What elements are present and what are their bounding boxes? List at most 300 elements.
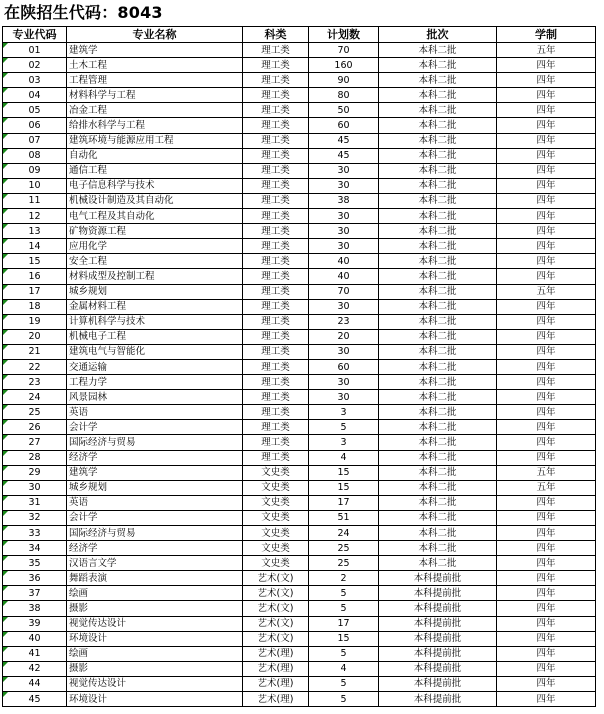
cell-batch[interactable]: 本科二批 xyxy=(379,314,497,329)
table-row xyxy=(3,601,596,616)
cell-name[interactable]: 应用化学 xyxy=(67,239,243,254)
cell-plan[interactable]: 20 xyxy=(309,329,379,344)
cell-code[interactable]: 41 xyxy=(3,646,67,661)
cell-code[interactable]: 19 xyxy=(3,314,67,329)
cell-code[interactable]: 02 xyxy=(3,58,67,73)
cell-code[interactable]: 30 xyxy=(3,480,67,495)
table-row xyxy=(3,676,596,691)
cell-category[interactable]: 理工类 xyxy=(243,193,309,208)
cell-batch[interactable]: 本科二批 xyxy=(379,254,497,269)
cell-category[interactable]: 理工类 xyxy=(243,375,309,390)
cell-code[interactable]: 24 xyxy=(3,390,67,405)
cell-category[interactable]: 理工类 xyxy=(243,118,309,133)
cell-name[interactable]: 冶金工程 xyxy=(67,103,243,118)
cell-category[interactable]: 理工类 xyxy=(243,224,309,239)
cell-code[interactable]: 25 xyxy=(3,405,67,420)
cell-name[interactable]: 风景园林 xyxy=(67,390,243,405)
cell-years[interactable]: 四年 xyxy=(497,616,596,631)
cell-plan[interactable]: 90 xyxy=(309,73,379,88)
cell-code[interactable]: 34 xyxy=(3,541,67,556)
cell-years[interactable]: 四年 xyxy=(497,676,596,691)
cell-name[interactable]: 矿物资源工程 xyxy=(67,224,243,239)
cell-years[interactable]: 四年 xyxy=(497,631,596,646)
cell-code[interactable]: 35 xyxy=(3,556,67,571)
cell-batch[interactable]: 本科二批 xyxy=(379,239,497,254)
cell-years[interactable]: 五年 xyxy=(497,465,596,480)
cell-code[interactable]: 40 xyxy=(3,631,67,646)
cell-years[interactable]: 四年 xyxy=(497,344,596,359)
cell-name[interactable]: 环境设计 xyxy=(67,692,243,707)
cell-name[interactable]: 摄影 xyxy=(67,661,243,676)
cell-plan[interactable]: 30 xyxy=(309,209,379,224)
cell-code[interactable]: 07 xyxy=(3,133,67,148)
header-name[interactable]: 专业名称 xyxy=(67,27,243,43)
cell-years[interactable]: 四年 xyxy=(497,254,596,269)
cell-category[interactable]: 理工类 xyxy=(243,133,309,148)
cell-plan[interactable]: 15 xyxy=(309,631,379,646)
cell-category[interactable]: 理工类 xyxy=(243,405,309,420)
page-title: 在陕招生代码：8043 xyxy=(4,3,163,22)
cell-category[interactable]: 文史类 xyxy=(243,526,309,541)
cell-years[interactable]: 四年 xyxy=(497,571,596,586)
cell-years[interactable]: 四年 xyxy=(497,495,596,510)
cell-plan[interactable]: 70 xyxy=(309,43,379,58)
cell-plan[interactable]: 80 xyxy=(309,88,379,103)
cell-batch[interactable]: 本科二批 xyxy=(379,284,497,299)
cell-code[interactable]: 01 xyxy=(3,43,67,58)
cell-name[interactable]: 工程力学 xyxy=(67,375,243,390)
cell-batch[interactable]: 本科二批 xyxy=(379,465,497,480)
cell-batch[interactable]: 本科提前批 xyxy=(379,631,497,646)
cell-years[interactable]: 四年 xyxy=(497,692,596,707)
cell-years[interactable]: 四年 xyxy=(497,526,596,541)
cell-years[interactable]: 四年 xyxy=(497,541,596,556)
cell-name[interactable]: 建筑学 xyxy=(67,43,243,58)
cell-batch[interactable]: 本科二批 xyxy=(379,269,497,284)
cell-plan[interactable]: 45 xyxy=(309,133,379,148)
cell-code[interactable]: 21 xyxy=(3,344,67,359)
cell-category[interactable]: 理工类 xyxy=(243,103,309,118)
cell-name[interactable]: 英语 xyxy=(67,495,243,510)
cell-plan[interactable]: 60 xyxy=(309,118,379,133)
cell-code[interactable]: 31 xyxy=(3,495,67,510)
cell-years[interactable]: 四年 xyxy=(497,269,596,284)
cell-years[interactable]: 四年 xyxy=(497,73,596,88)
cell-years[interactable]: 四年 xyxy=(497,88,596,103)
cell-code[interactable]: 26 xyxy=(3,420,67,435)
cell-years[interactable]: 四年 xyxy=(497,58,596,73)
cell-plan[interactable]: 30 xyxy=(309,344,379,359)
cell-years[interactable]: 四年 xyxy=(497,209,596,224)
cell-code[interactable]: 08 xyxy=(3,148,67,163)
cell-name[interactable]: 自动化 xyxy=(67,148,243,163)
cell-category[interactable]: 文史类 xyxy=(243,495,309,510)
cell-batch[interactable]: 本科二批 xyxy=(379,43,497,58)
cell-plan[interactable]: 50 xyxy=(309,103,379,118)
cell-batch[interactable]: 本科二批 xyxy=(379,224,497,239)
cell-years[interactable]: 四年 xyxy=(497,420,596,435)
cell-years[interactable]: 四年 xyxy=(497,314,596,329)
table-row xyxy=(3,118,596,133)
cell-name[interactable]: 交通运输 xyxy=(67,359,243,374)
cell-name[interactable]: 材料成型及控制工程 xyxy=(67,269,243,284)
cell-plan[interactable]: 25 xyxy=(309,556,379,571)
header-batch[interactable]: 批次 xyxy=(379,27,497,43)
cell-batch[interactable]: 本科提前批 xyxy=(379,616,497,631)
cell-batch[interactable]: 本科二批 xyxy=(379,556,497,571)
cell-batch[interactable]: 本科二批 xyxy=(379,103,497,118)
cell-plan[interactable]: 5 xyxy=(309,586,379,601)
cell-name[interactable]: 会计学 xyxy=(67,510,243,525)
table-row xyxy=(3,73,596,88)
cell-batch[interactable]: 本科二批 xyxy=(379,163,497,178)
table-row xyxy=(3,556,596,571)
cell-years[interactable]: 四年 xyxy=(497,450,596,465)
cell-code[interactable]: 04 xyxy=(3,88,67,103)
table-row xyxy=(3,193,596,208)
cell-plan[interactable]: 17 xyxy=(309,495,379,510)
cell-code[interactable]: 32 xyxy=(3,510,67,525)
table-row xyxy=(3,148,596,163)
cell-name[interactable]: 会计学 xyxy=(67,420,243,435)
table-row xyxy=(3,88,596,103)
cell-batch[interactable]: 本科二批 xyxy=(379,193,497,208)
table-row xyxy=(3,163,596,178)
cell-category[interactable]: 理工类 xyxy=(243,209,309,224)
cell-batch[interactable]: 本科二批 xyxy=(379,510,497,525)
cell-code[interactable]: 03 xyxy=(3,73,67,88)
cell-plan[interactable]: 30 xyxy=(309,299,379,314)
cell-years[interactable]: 四年 xyxy=(497,148,596,163)
cell-years[interactable]: 五年 xyxy=(497,43,596,58)
cell-batch[interactable]: 本科二批 xyxy=(379,480,497,495)
cell-code[interactable]: 28 xyxy=(3,450,67,465)
cell-years[interactable]: 四年 xyxy=(497,510,596,525)
cell-category[interactable]: 艺术(文) xyxy=(243,616,309,631)
cell-category[interactable]: 理工类 xyxy=(243,420,309,435)
cell-plan[interactable]: 5 xyxy=(309,420,379,435)
cell-batch[interactable]: 本科二批 xyxy=(379,178,497,193)
cell-years[interactable]: 四年 xyxy=(497,178,596,193)
cell-name[interactable]: 环境设计 xyxy=(67,631,243,646)
cell-years[interactable]: 四年 xyxy=(497,239,596,254)
cell-category[interactable]: 理工类 xyxy=(243,299,309,314)
cell-batch[interactable]: 本科二批 xyxy=(379,435,497,450)
cell-batch[interactable]: 本科提前批 xyxy=(379,661,497,676)
cell-code[interactable]: 33 xyxy=(3,526,67,541)
cell-category[interactable]: 理工类 xyxy=(243,269,309,284)
cell-code[interactable]: 23 xyxy=(3,375,67,390)
cell-name[interactable]: 经济学 xyxy=(67,450,243,465)
cell-plan[interactable]: 17 xyxy=(309,616,379,631)
table-row xyxy=(3,646,596,661)
cell-name[interactable]: 材料科学与工程 xyxy=(67,88,243,103)
cell-name[interactable]: 城乡规划 xyxy=(67,284,243,299)
cell-name[interactable]: 国际经济与贸易 xyxy=(67,435,243,450)
cell-name[interactable]: 电子信息科学与技术 xyxy=(67,178,243,193)
header-category[interactable]: 科类 xyxy=(243,27,309,43)
cell-plan[interactable]: 70 xyxy=(309,284,379,299)
table-row xyxy=(3,435,596,450)
cell-code[interactable]: 42 xyxy=(3,661,67,676)
cell-category[interactable]: 理工类 xyxy=(243,178,309,193)
cell-code[interactable]: 38 xyxy=(3,601,67,616)
cell-code[interactable]: 18 xyxy=(3,299,67,314)
cell-batch[interactable]: 本科二批 xyxy=(379,88,497,103)
cell-name[interactable]: 国际经济与贸易 xyxy=(67,526,243,541)
cell-category[interactable]: 文史类 xyxy=(243,556,309,571)
cell-name[interactable]: 城乡规划 xyxy=(67,480,243,495)
cell-plan[interactable]: 5 xyxy=(309,676,379,691)
table-row xyxy=(3,178,596,193)
cell-batch[interactable]: 本科二批 xyxy=(379,133,497,148)
cell-code[interactable]: 05 xyxy=(3,103,67,118)
cell-name[interactable]: 工程管理 xyxy=(67,73,243,88)
cell-code[interactable]: 06 xyxy=(3,118,67,133)
cell-plan[interactable]: 160 xyxy=(309,58,379,73)
cell-code[interactable]: 37 xyxy=(3,586,67,601)
cell-years[interactable]: 四年 xyxy=(497,329,596,344)
cell-category[interactable]: 理工类 xyxy=(243,43,309,58)
table-row xyxy=(3,480,596,495)
cell-name[interactable]: 安全工程 xyxy=(67,254,243,269)
cell-name[interactable]: 给排水科学与工程 xyxy=(67,118,243,133)
cell-plan[interactable]: 25 xyxy=(309,541,379,556)
cell-code[interactable]: 44 xyxy=(3,676,67,691)
cell-category[interactable]: 文史类 xyxy=(243,480,309,495)
cell-plan[interactable]: 3 xyxy=(309,435,379,450)
cell-years[interactable]: 四年 xyxy=(497,661,596,676)
cell-code[interactable]: 20 xyxy=(3,329,67,344)
cell-years[interactable]: 四年 xyxy=(497,193,596,208)
cell-name[interactable]: 舞蹈表演 xyxy=(67,571,243,586)
cell-plan[interactable]: 45 xyxy=(309,148,379,163)
cell-name[interactable]: 机械设计制造及其自动化 xyxy=(67,193,243,208)
cell-years[interactable]: 四年 xyxy=(497,375,596,390)
cell-name[interactable]: 英语 xyxy=(67,405,243,420)
cell-category[interactable]: 理工类 xyxy=(243,344,309,359)
cell-category[interactable]: 理工类 xyxy=(243,88,309,103)
cell-plan[interactable]: 15 xyxy=(309,480,379,495)
cell-batch[interactable]: 本科二批 xyxy=(379,329,497,344)
cell-years[interactable]: 五年 xyxy=(497,480,596,495)
cell-plan[interactable]: 24 xyxy=(309,526,379,541)
cell-name[interactable]: 计算机科学与技术 xyxy=(67,314,243,329)
cell-category[interactable]: 理工类 xyxy=(243,58,309,73)
cell-category[interactable]: 艺术(文) xyxy=(243,571,309,586)
cell-batch[interactable]: 本科提前批 xyxy=(379,676,497,691)
cell-years[interactable]: 四年 xyxy=(497,405,596,420)
cell-batch[interactable]: 本科二批 xyxy=(379,118,497,133)
cell-code[interactable]: 16 xyxy=(3,269,67,284)
cell-batch[interactable]: 本科二批 xyxy=(379,73,497,88)
cell-code[interactable]: 11 xyxy=(3,193,67,208)
cell-years[interactable]: 四年 xyxy=(497,586,596,601)
cell-category[interactable]: 艺术(理) xyxy=(243,661,309,676)
cell-category[interactable]: 理工类 xyxy=(243,284,309,299)
cell-category[interactable]: 艺术(理) xyxy=(243,692,309,707)
cell-code[interactable]: 15 xyxy=(3,254,67,269)
header-code[interactable]: 专业代码 xyxy=(3,27,67,43)
cell-code[interactable]: 45 xyxy=(3,692,67,707)
cell-years[interactable]: 四年 xyxy=(497,556,596,571)
cell-batch[interactable]: 本科提前批 xyxy=(379,692,497,707)
cell-plan[interactable]: 30 xyxy=(309,163,379,178)
table-row xyxy=(3,224,596,239)
cell-name[interactable]: 绘画 xyxy=(67,586,243,601)
cell-years[interactable]: 四年 xyxy=(497,601,596,616)
cell-plan[interactable]: 40 xyxy=(309,254,379,269)
cell-name[interactable]: 视觉传达设计 xyxy=(67,676,243,691)
cell-code[interactable]: 36 xyxy=(3,571,67,586)
cell-plan[interactable]: 30 xyxy=(309,224,379,239)
cell-name[interactable]: 电气工程及其自动化 xyxy=(67,209,243,224)
cell-name[interactable]: 建筑环境与能源应用工程 xyxy=(67,133,243,148)
cell-plan[interactable]: 4 xyxy=(309,450,379,465)
cell-name[interactable]: 机械电子工程 xyxy=(67,329,243,344)
cell-category[interactable]: 文史类 xyxy=(243,510,309,525)
enrollment-table xyxy=(2,26,596,707)
cell-code[interactable]: 14 xyxy=(3,239,67,254)
cell-category[interactable]: 文史类 xyxy=(243,541,309,556)
cell-name[interactable]: 经济学 xyxy=(67,541,243,556)
table-row xyxy=(3,692,596,707)
cell-batch[interactable]: 本科提前批 xyxy=(379,601,497,616)
cell-category[interactable]: 理工类 xyxy=(243,329,309,344)
cell-plan[interactable]: 60 xyxy=(309,359,379,374)
cell-category[interactable]: 文史类 xyxy=(243,465,309,480)
cell-years[interactable]: 四年 xyxy=(497,224,596,239)
cell-batch[interactable]: 本科提前批 xyxy=(379,571,497,586)
cell-years[interactable]: 四年 xyxy=(497,359,596,374)
table-body xyxy=(3,43,596,707)
cell-name[interactable]: 绘画 xyxy=(67,646,243,661)
cell-name[interactable]: 摄影 xyxy=(67,601,243,616)
cell-category[interactable]: 理工类 xyxy=(243,435,309,450)
table-row xyxy=(3,269,596,284)
cell-batch[interactable]: 本科二批 xyxy=(379,526,497,541)
table-row xyxy=(3,375,596,390)
cell-batch[interactable]: 本科二批 xyxy=(379,390,497,405)
cell-code[interactable]: 10 xyxy=(3,178,67,193)
cell-plan[interactable]: 40 xyxy=(309,269,379,284)
cell-code[interactable]: 27 xyxy=(3,435,67,450)
cell-years[interactable]: 四年 xyxy=(497,103,596,118)
cell-plan[interactable]: 30 xyxy=(309,375,379,390)
cell-name[interactable]: 建筑电气与智能化 xyxy=(67,344,243,359)
cell-batch[interactable]: 本科提前批 xyxy=(379,646,497,661)
cell-name[interactable]: 视觉传达设计 xyxy=(67,616,243,631)
table-row xyxy=(3,209,596,224)
cell-batch[interactable]: 本科二批 xyxy=(379,299,497,314)
table-row xyxy=(3,661,596,676)
cell-code[interactable]: 09 xyxy=(3,163,67,178)
table-row xyxy=(3,359,596,374)
cell-plan[interactable]: 30 xyxy=(309,239,379,254)
cell-batch[interactable]: 本科二批 xyxy=(379,420,497,435)
cell-batch[interactable]: 本科二批 xyxy=(379,375,497,390)
cell-batch[interactable]: 本科二批 xyxy=(379,450,497,465)
cell-years[interactable]: 五年 xyxy=(497,284,596,299)
cell-plan[interactable]: 4 xyxy=(309,661,379,676)
table-row xyxy=(3,405,596,420)
header-years[interactable]: 学制 xyxy=(497,27,596,43)
cell-name[interactable]: 建筑学 xyxy=(67,465,243,480)
cell-category[interactable]: 理工类 xyxy=(243,390,309,405)
cell-plan[interactable]: 51 xyxy=(309,510,379,525)
table-row xyxy=(3,465,596,480)
cell-plan[interactable]: 23 xyxy=(309,314,379,329)
cell-code[interactable]: 39 xyxy=(3,616,67,631)
cell-plan[interactable]: 30 xyxy=(309,390,379,405)
cell-category[interactable]: 理工类 xyxy=(243,73,309,88)
cell-plan[interactable]: 5 xyxy=(309,646,379,661)
table-row xyxy=(3,541,596,556)
cell-category[interactable]: 艺术(文) xyxy=(243,586,309,601)
cell-name[interactable]: 金属材料工程 xyxy=(67,299,243,314)
cell-category[interactable]: 艺术(文) xyxy=(243,631,309,646)
cell-years[interactable]: 四年 xyxy=(497,435,596,450)
cell-batch[interactable]: 本科二批 xyxy=(379,495,497,510)
cell-plan[interactable]: 2 xyxy=(309,571,379,586)
cell-batch[interactable]: 本科提前批 xyxy=(379,586,497,601)
cell-plan[interactable]: 3 xyxy=(309,405,379,420)
cell-batch[interactable]: 本科二批 xyxy=(379,209,497,224)
cell-years[interactable]: 四年 xyxy=(497,646,596,661)
cell-name[interactable]: 土木工程 xyxy=(67,58,243,73)
cell-plan[interactable]: 38 xyxy=(309,193,379,208)
cell-batch[interactable]: 本科二批 xyxy=(379,148,497,163)
cell-code[interactable]: 22 xyxy=(3,359,67,374)
cell-plan[interactable]: 5 xyxy=(309,692,379,707)
table-row xyxy=(3,571,596,586)
cell-batch[interactable]: 本科二批 xyxy=(379,344,497,359)
header-plan[interactable]: 计划数 xyxy=(309,27,379,43)
cell-code[interactable]: 17 xyxy=(3,284,67,299)
cell-code[interactable]: 29 xyxy=(3,465,67,480)
cell-category[interactable]: 理工类 xyxy=(243,314,309,329)
table-row xyxy=(3,239,596,254)
cell-name[interactable]: 汉语言文学 xyxy=(67,556,243,571)
cell-category[interactable]: 理工类 xyxy=(243,254,309,269)
cell-category[interactable]: 艺术(理) xyxy=(243,676,309,691)
cell-category[interactable]: 艺术(理) xyxy=(243,646,309,661)
cell-category[interactable]: 理工类 xyxy=(243,148,309,163)
cell-plan[interactable]: 15 xyxy=(309,465,379,480)
table-row xyxy=(3,526,596,541)
table-row xyxy=(3,254,596,269)
cell-category[interactable]: 理工类 xyxy=(243,359,309,374)
cell-plan[interactable]: 5 xyxy=(309,601,379,616)
cell-years[interactable]: 四年 xyxy=(497,390,596,405)
cell-years[interactable]: 四年 xyxy=(497,163,596,178)
cell-category[interactable]: 艺术(文) xyxy=(243,601,309,616)
cell-batch[interactable]: 本科二批 xyxy=(379,405,497,420)
cell-batch[interactable]: 本科二批 xyxy=(379,541,497,556)
cell-name[interactable]: 通信工程 xyxy=(67,163,243,178)
cell-plan[interactable]: 30 xyxy=(309,178,379,193)
cell-code[interactable]: 13 xyxy=(3,224,67,239)
cell-batch[interactable]: 本科二批 xyxy=(379,359,497,374)
cell-years[interactable]: 四年 xyxy=(497,299,596,314)
cell-years[interactable]: 四年 xyxy=(497,133,596,148)
cell-years[interactable]: 四年 xyxy=(497,118,596,133)
cell-category[interactable]: 理工类 xyxy=(243,450,309,465)
cell-category[interactable]: 理工类 xyxy=(243,239,309,254)
cell-batch[interactable]: 本科二批 xyxy=(379,58,497,73)
cell-category[interactable]: 理工类 xyxy=(243,163,309,178)
cell-code[interactable]: 12 xyxy=(3,209,67,224)
